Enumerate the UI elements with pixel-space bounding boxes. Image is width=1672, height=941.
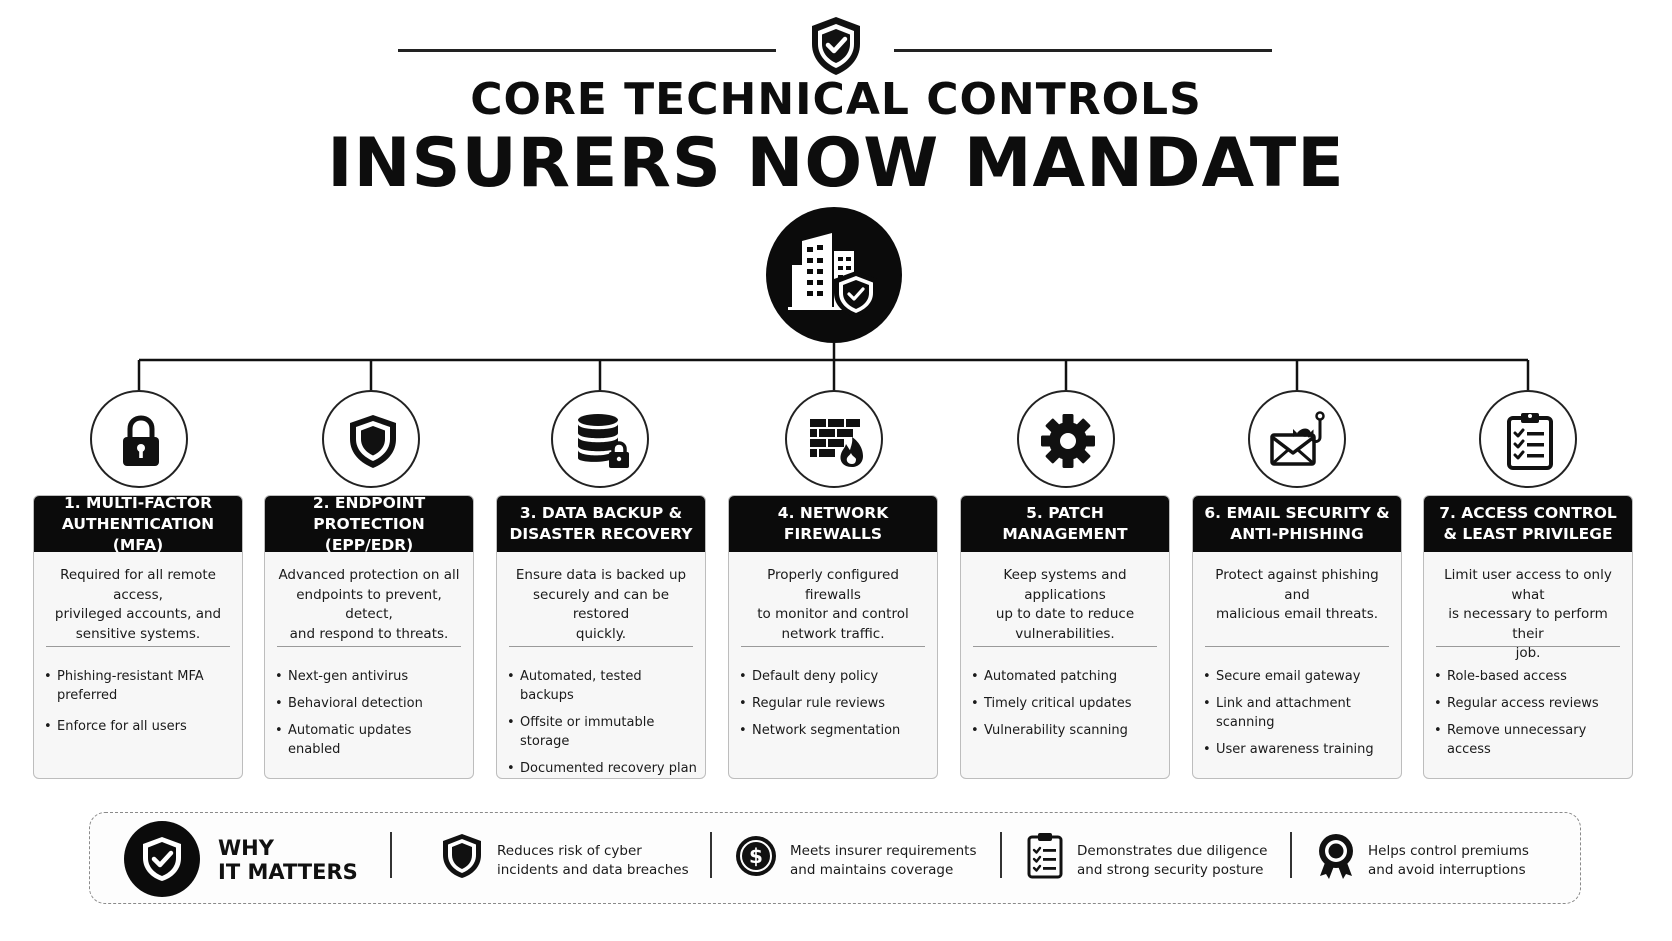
list-item: • Enforce for all users [44, 717, 236, 736]
list-item: • Phishing-resistant MFA preferred [44, 667, 236, 705]
card-bullet-list [497, 647, 705, 778]
shield-icon [440, 832, 484, 880]
padlock-icon [111, 411, 171, 471]
card-description: Required for all remote access, privileged accounts, and sensitive systems. [54, 567, 222, 642]
card-description: Limit user access to only what is necessary to perform their job. [1444, 567, 1612, 661]
list-item: • Role-based access [1434, 667, 1626, 686]
card-bullet-list [265, 647, 473, 759]
control-icon-circle-endpoint [322, 390, 420, 488]
control-icon-circle-email [1248, 390, 1346, 488]
database-lock-icon [572, 411, 632, 471]
list-item: • Offsite or immutable storage [507, 713, 699, 751]
control-card-mfa [33, 495, 243, 779]
why-item-text: Demonstrates due diligence and strong security posture [1077, 843, 1268, 878]
why-badge [124, 821, 200, 897]
why-title: WHY IT MATTERS [218, 836, 358, 884]
list-item: • Secure email gateway [1203, 667, 1395, 686]
checklist-icon [1023, 832, 1067, 880]
list-item: • Behavioral detection [275, 694, 467, 713]
card-title: 1. MULTI-FACTOR AUTHENTICATION (MFA) [34, 496, 242, 552]
card-title: 6. EMAIL SECURITY & ANTI-PHISHING [1193, 496, 1401, 552]
card-description: Advanced protection on all endpoints to prevent, detect, and respond to threats. [278, 567, 460, 642]
control-icon-circle-patch [1017, 390, 1115, 488]
card-description: Protect against phishing and malicious email threats. [1215, 567, 1379, 622]
page-title-line1: CORE TECHNICAL CONTROLS [470, 74, 1202, 125]
card-title: 7. ACCESS CONTROL & LEAST PRIVILEGE [1424, 496, 1632, 552]
why-item-text: Meets insurer requirements and maintains coverage [790, 843, 977, 878]
card-description: Ensure data is backed up securely and can be restored quickly. [515, 567, 687, 642]
control-card-access [1423, 495, 1633, 779]
list-item: • Default deny policy [739, 667, 931, 686]
list-item: • Automated, tested backups [507, 667, 699, 705]
card-title: 3. DATA BACKUP & DISASTER RECOVERY [497, 496, 705, 552]
card-description: Properly configured firewalls to monitor and control network traffic. [757, 567, 909, 642]
card-bullet-list [34, 647, 242, 736]
control-card-email [1192, 495, 1402, 779]
card-description: Keep systems and applications up to date to reduce vulnerabilities. [995, 567, 1135, 642]
firewall-icon [806, 411, 866, 471]
card-bullet-list [1193, 647, 1401, 759]
card-bullet-list [961, 647, 1169, 740]
list-item: • Network segmentation [739, 721, 931, 740]
list-item: • Link and attachment scanning [1203, 694, 1395, 732]
checklist-icon [1500, 411, 1560, 471]
control-icon-circle-mfa [90, 390, 188, 488]
why-item-text: Reduces risk of cyber incidents and data breaches [497, 843, 689, 878]
list-item: • Remove unnecessary access [1434, 721, 1626, 759]
control-icon-circle-firewall [785, 390, 883, 488]
card-title: 4. NETWORK FIREWALLS [729, 496, 937, 552]
card-title: 5. PATCH MANAGEMENT [961, 496, 1169, 552]
control-card-firewall [728, 495, 938, 779]
list-item: • Automated patching [971, 667, 1163, 686]
why-item-text: Helps control premiums and avoid interruptions [1368, 843, 1529, 878]
control-card-endpoint [264, 495, 474, 779]
page-title-line2: INSURERS NOW MANDATE [327, 124, 1345, 203]
svg-text:$: $ [749, 844, 763, 868]
control-icon-circle-backup [551, 390, 649, 488]
card-bullet-list [729, 647, 937, 740]
gear-icon [1038, 411, 1098, 471]
shield-check-icon [140, 835, 184, 883]
email-hook-icon [1269, 411, 1329, 471]
control-card-backup [496, 495, 706, 779]
control-icon-circle-access [1479, 390, 1577, 488]
card-bullet-list [1424, 647, 1632, 759]
list-item: • Vulnerability scanning [971, 721, 1163, 740]
list-item: • Next-gen antivirus [275, 667, 467, 686]
shield-icon [343, 411, 403, 471]
list-item: • User awareness training [1203, 740, 1395, 759]
list-item: • Automatic updates enabled [275, 721, 467, 759]
why-divider [390, 832, 392, 878]
dollar-coin-icon [734, 832, 778, 880]
why-divider [1290, 832, 1292, 878]
list-item: • Regular access reviews [1434, 694, 1626, 713]
why-divider [1000, 832, 1002, 878]
connector-lines [0, 0, 1672, 400]
card-title: 2. ENDPOINT PROTECTION (EPP/EDR) [265, 496, 473, 552]
list-item: • Regular rule reviews [739, 694, 931, 713]
award-ribbon-icon [1314, 832, 1358, 880]
list-item: • Documented recovery plan [507, 759, 699, 778]
control-card-patch [960, 495, 1170, 779]
list-item: • Timely critical updates [971, 694, 1163, 713]
why-divider [710, 832, 712, 878]
